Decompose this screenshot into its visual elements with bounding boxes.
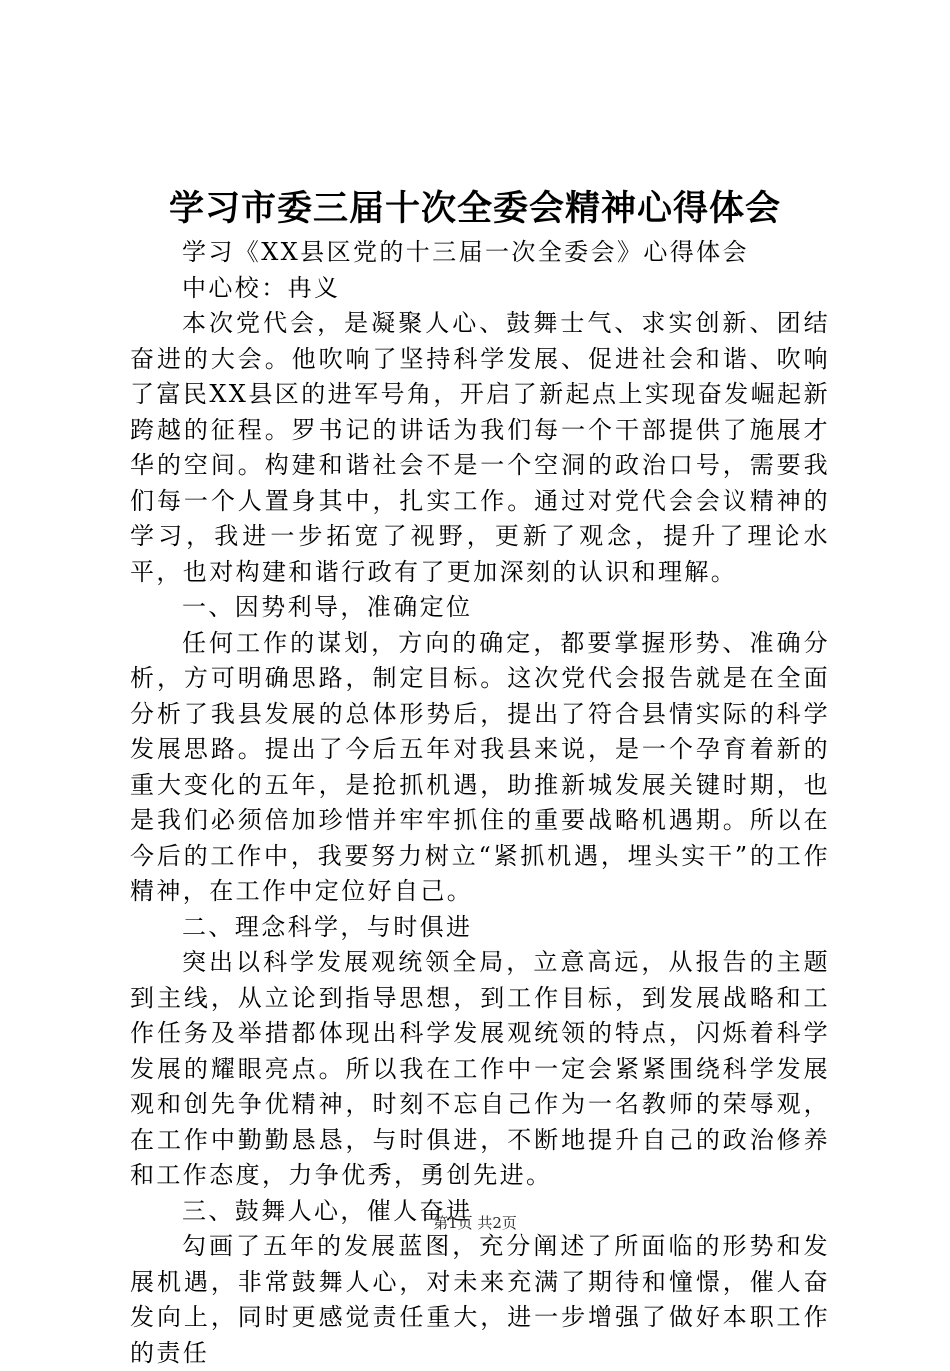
- document-body: [130, 235, 830, 1371]
- body-paragraph: 任何工作的谋划，方向的确定，都要掌握形势、准确分析，方可明确思路，制定目标。这次党代会报告就是在全面分析了我县发展的总体形势后，提出了符合县情实际的科学发展思路。提出了今后五年对我县来说，是一个孕育着新的重大变化的五年，是抢抓机遇，助推新城发展关键时期，也是我们必须倍加珍惜并牢牢抓住的重要战略机遇期。所以在今后的工作中，我要努力树立“紧抓机遇，埋头实干”的工作精神，在工作中定位好自己。: [130, 628, 830, 905]
- document-subtitle: 学习《XX县区党的十三届一次全委会》心得体会: [182, 238, 749, 266]
- body-paragraph: 本次党代会，是凝聚人心、鼓舞士气、求实创新、团结奋进的大会。他吹响了坚持科学发展、促进社会和谐、吹响了富民XX县区的进军号角，开启了新起点上实现奋发崛起新跨越的征程。罗书记的讲话为我们每一个干部提供了施展才华的空间。构建和谐社会不是一个空洞的政治口号，需要我们每一个人置身其中，扎实工作。通过对党代会会议精神的学习，我进一步拓宽了视野，更新了观念，提升了理论水平，也对构建和谐行政有了更加深刻的认识和理解。: [130, 309, 830, 586]
- body-paragraph: 突出以科学发展观统领全局，立意高远，从报告的主题到主线，从立论到指导思想，到工作目标，到发展战略和工作任务及举措都体现出科学发展观统领的特点，闪烁着科学发展的耀眼亮点。所以我在工作中一定会紧紧围绕科学发展观和创先争优精神，时刻不忘自己作为一名教师的荣辱观，在工作中勤勤恳恳，与时俱进，不断地提升自己的政治修养和工作态度，力争优秀，勇创先进。: [130, 948, 830, 1189]
- section-heading: 一、因势利导，准确定位: [182, 593, 473, 621]
- author-line: 中心校：冉义: [182, 273, 341, 302]
- body-paragraph: 勾画了五年的发展蓝图，充分阐述了所面临的形势和发展机遇，非常鼓舞人心，对未来充满了期待和憧憬，催人奋发向上，同时更感觉责任重大，进一步增强了做好本职工作的责任: [130, 1232, 830, 1367]
- section-heading: 三、鼓舞人心，催人奋进: [182, 1196, 473, 1225]
- page-footer: 第1页 共2页: [433, 1214, 517, 1232]
- section-heading: 二、理念科学，与时俱进: [182, 912, 473, 941]
- document-title: 学习市委三届十次全委会精神心得体会: [168, 188, 781, 229]
